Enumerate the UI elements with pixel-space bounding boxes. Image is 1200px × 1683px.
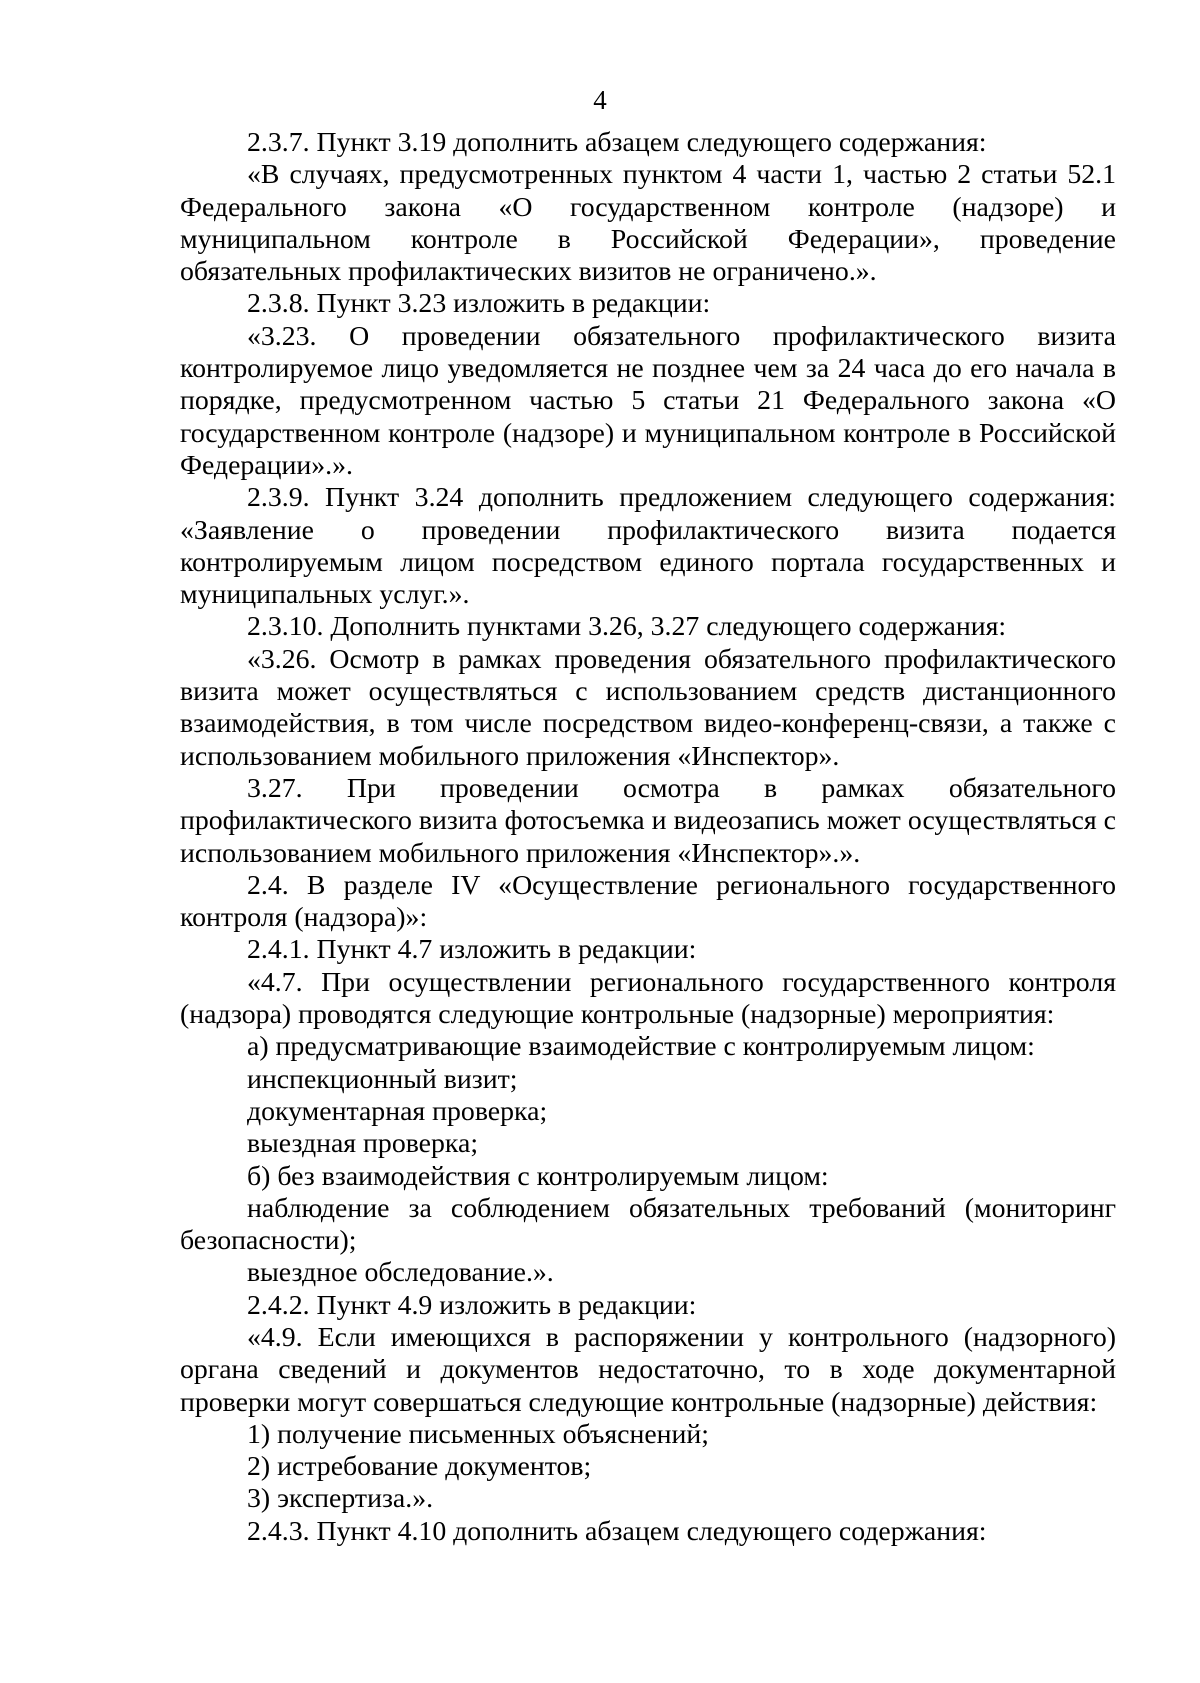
list-item: а) предусматривающие взаимодействие с контролируемым лицом: bbox=[247, 1031, 1035, 1063]
paragraph: 2.3.10. Дополнить пунктами 3.26, 3.27 следующего содержания: bbox=[247, 611, 1007, 643]
paragraph: 2.3.7. Пункт 3.19 дополнить абзацем следующего содержания: bbox=[247, 127, 987, 158]
list-item: б) без взаимодействия с контролируемым лицом: bbox=[247, 1160, 829, 1192]
list-item: инспекционный визит; bbox=[247, 1063, 518, 1095]
list-item: 1) получение письменных объяснений; bbox=[247, 1418, 710, 1450]
list-item: наблюдение за соблюдением обязательных требований (мониторинг безопасности); bbox=[180, 1192, 1116, 1257]
paragraph: 2.4. В разделе IV «Осуществление регионального государственного контроля (надзора)»: bbox=[180, 869, 1116, 934]
list-item: 3) экспертиза.». bbox=[247, 1483, 434, 1515]
paragraph: «3.26. Осмотр в рамках проведения обязательного профилактического визита может осуществляться с использованием средств дистанционного взаимодействия, в том числе посредством видео-конференц-связи, а также с использованием мобильного приложения «Инспектор». bbox=[180, 643, 1116, 772]
page-number: 4 bbox=[593, 85, 607, 115]
list-item: выездное обследование.». bbox=[247, 1257, 554, 1289]
paragraph: «4.9. Если имеющихся в распоряжении у контрольного (надзорного) органа сведений и документов недостаточно, то в ходе документарной проверки могут совершаться следующие контрольные (надзорные) действия: bbox=[180, 1321, 1116, 1418]
list-item: выездная проверка; bbox=[247, 1128, 479, 1160]
paragraph: «4.7. При осуществлении регионального государственного контроля (надзора) проводятся следующие контрольные (надзорные) мероприятия: bbox=[180, 966, 1116, 1031]
paragraph: 2.4.2. Пункт 4.9 изложить в редакции: bbox=[247, 1289, 697, 1321]
paragraph: 2.4.1. Пункт 4.7 изложить в редакции: bbox=[247, 934, 697, 966]
paragraph: 2.3.9. Пункт 3.24 дополнить предложением следующего содержания: «Заявление о проведении профилактического визита подается контролируемым лицом посредством единого портала государственных и муниципальных услуг.». bbox=[180, 482, 1116, 611]
paragraph: 3.27. При проведении осмотра в рамках обязательного профилактического визита фотосъемка и видеозапись может осуществляться с использованием мобильного приложения «Инспектор».». bbox=[180, 772, 1116, 869]
document-body bbox=[180, 127, 1116, 1548]
paragraph: 2.3.8. Пункт 3.23 изложить в редакции: bbox=[247, 288, 711, 320]
paragraph: 2.4.3. Пункт 4.10 дополнить абзацем следующего содержания: bbox=[247, 1515, 987, 1547]
paragraph: «В случаях, предусмотренных пунктом 4 части 1, частью 2 статьи 52.1 Федерального закона «О государственном контроле (надзоре) и муниципальном контроле в Российской Федерации», проведение обязательных профилактических визитов не ограничено.». bbox=[180, 159, 1116, 288]
paragraph: «3.23. О проведении обязательного профилактического визита контролируемое лицо уведомляется не позднее чем за 24 часа до его начала в порядке, предусмотренном частью 5 статьи 21 Федерального закона «О государственном контроле (надзоре) и муниципальном контроле в Российской Федерации».». bbox=[180, 320, 1116, 481]
list-item: документарная проверка; bbox=[247, 1095, 548, 1127]
list-item: 2) истребование документов; bbox=[247, 1451, 592, 1483]
